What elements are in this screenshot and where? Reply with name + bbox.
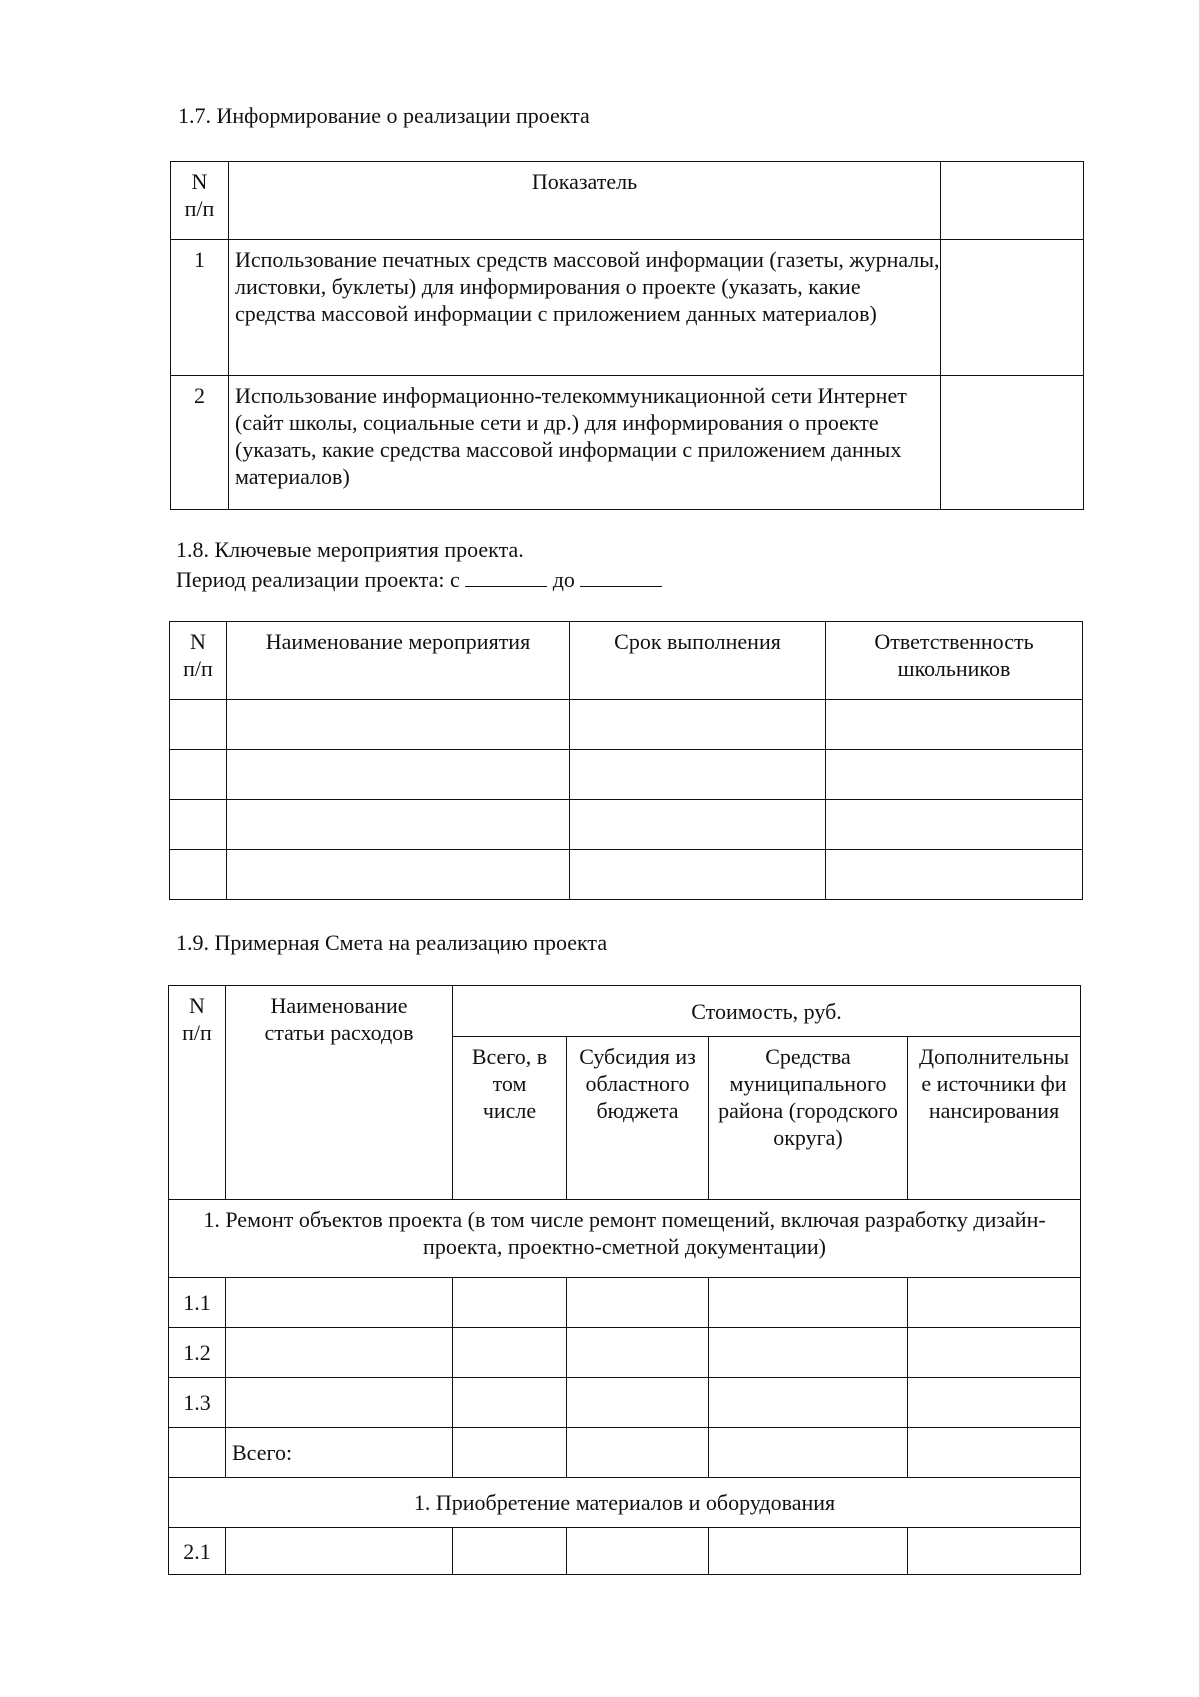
header-regional-subsidy: Субсидия из областного бюджета — [567, 1037, 709, 1200]
header-number: N п/п — [170, 622, 227, 700]
table-row — [170, 750, 1083, 800]
header-expense-item: Наименование статьи расходов — [226, 986, 453, 1200]
section-repair-heading: 1. Ремонт объектов проекта (в том числе ремонт помещений, включая разработку дизайн-проекта, проектно-сметной документации) — [169, 1200, 1081, 1278]
header-municipal-funds: Средства муниципального района (городского округа) — [709, 1037, 908, 1200]
informing-table — [170, 161, 1084, 510]
budget-table — [168, 985, 1081, 1575]
header-total-including: Всего, в том числе — [453, 1037, 567, 1200]
header-additional-sources: Дополнительные источники финансирования — [908, 1037, 1081, 1200]
key-activities-table — [169, 621, 1083, 900]
header-indicator: Показатель — [229, 162, 941, 240]
period-to-blank — [580, 564, 662, 587]
header-number: N п/п — [169, 986, 226, 1200]
total-label: Всего: — [226, 1428, 453, 1478]
header-term: Срок выполнения — [570, 622, 826, 700]
table-row — [170, 800, 1083, 850]
row-number: 1.3 — [169, 1378, 226, 1428]
row-indicator-text: Использование печатных средств массовой информации (газеты, журналы, листовки, буклеты) для информирования о проекте (указать, какие средства массовой информации с приложением данных материалов) — [229, 240, 941, 376]
period-label: Период реализации проекта: с — [176, 567, 460, 592]
table-row — [169, 1278, 1081, 1328]
header-activity-name: Наименование мероприятия — [227, 622, 570, 700]
table-row — [169, 1528, 1081, 1575]
project-period — [176, 564, 662, 594]
period-from-blank — [465, 564, 547, 587]
row-number: 2.1 — [169, 1528, 226, 1575]
total-row — [169, 1428, 1081, 1478]
header-cost: Стоимость, руб. — [453, 986, 1081, 1037]
section-equipment-heading: 1. Приобретение материалов и оборудования — [169, 1478, 1081, 1528]
header-responsibility: Ответственность школьников — [826, 622, 1083, 700]
table-row — [170, 700, 1083, 750]
row-number: 2 — [171, 376, 229, 510]
table-row — [169, 1378, 1081, 1428]
table-row — [169, 1328, 1081, 1378]
row-number: 1 — [171, 240, 229, 376]
row-number: 1.2 — [169, 1328, 226, 1378]
row-value — [941, 376, 1084, 510]
section-1-7-title: 1.7. Информирование о реализации проекта — [178, 103, 590, 128]
row-value — [941, 240, 1084, 376]
period-to-label: до — [552, 567, 575, 592]
table-row — [170, 850, 1083, 900]
row-indicator-text: Использование информационно-телекоммуникационной сети Интернет (сайт школы, социальные сети и др.) для информирования о проекте (указать, какие средства массовой информации с приложением данных материалов) — [229, 376, 941, 510]
section-1-8-title: 1.8. Ключевые мероприятия проекта. — [176, 537, 524, 562]
section-1-9-title: 1.9. Примерная Смета на реализацию проекта — [176, 930, 608, 955]
header-number: N п/п — [171, 162, 229, 240]
header-value — [941, 162, 1084, 240]
row-number: 1.1 — [169, 1278, 226, 1328]
